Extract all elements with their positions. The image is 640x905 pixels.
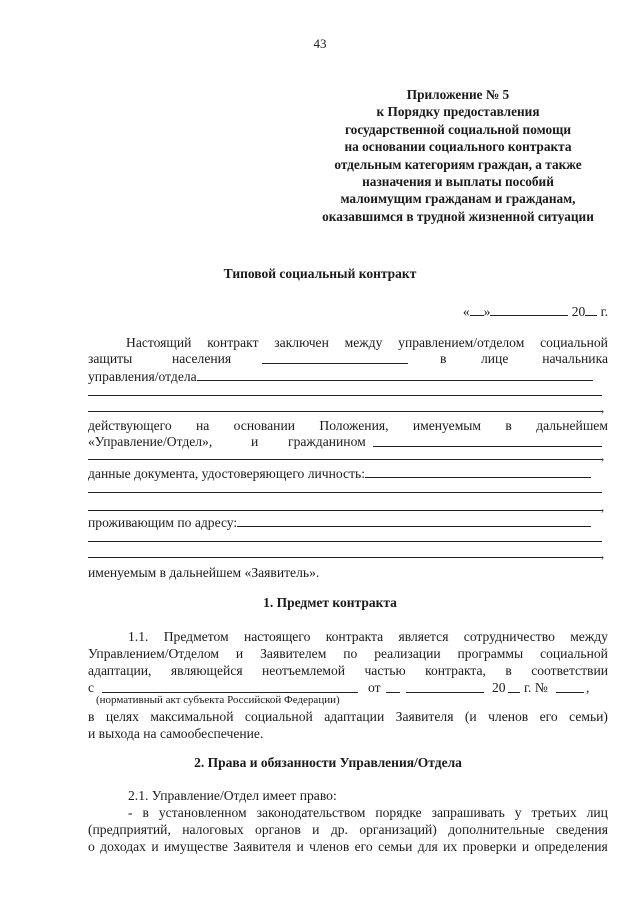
comma: , [601,400,605,415]
section-2-paragraph: 2.1. Управление/Отдел имеет право: [128,788,337,803]
comma: , [601,546,605,561]
section-2-line: о доходах и имуществе Заявителя и членов его семьи для их проверки и определения [88,839,608,854]
appendix-header [300,86,616,225]
fill-line[interactable] [88,395,602,396]
fill-line[interactable] [237,514,591,527]
address-line: проживающим по адресу: [88,513,608,532]
section-2-heading: 2. Права и обязанности Управления/Отдела [194,755,462,770]
fill-line[interactable] [556,680,584,693]
section-1-line: в целях максимальной социальной адаптации Заявителя (и членов его семьи) [88,709,608,724]
fill-line[interactable] [102,680,358,693]
document-data-line: данные документа, удостоверяющего личность: [88,464,608,483]
fill-line[interactable] [508,680,520,693]
section-1-line: адаптации, являющейся неотъемлемой частью контракта, в соответствии [88,663,608,678]
footnote-normative-act: (нормативный акт субъекта Российской Федерации) [96,694,340,706]
document-title: Типовой социальный контракт [223,266,417,281]
intro-line-1: Настоящий контракт заключен между управлением/отделом социальной [126,335,608,350]
appendix-line: к Порядку предоставления [376,104,540,120]
appendix-line: оказавшимся в трудной жизненной ситуации [322,208,594,224]
fill-line[interactable] [373,434,602,447]
section-1-line: с от 20 г. № , [88,680,590,695]
appendix-line: Приложение № 5 [406,87,510,102]
section-1-line: и выхода на самообеспечение. [88,726,264,741]
fill-line[interactable] [88,510,602,511]
fill-line[interactable] [88,557,602,558]
appendix-line: отдельным категориям граждан, а также [334,156,582,172]
fill-line[interactable] [262,351,408,364]
fill-line[interactable] [88,541,602,542]
fill-line[interactable] [88,411,602,412]
fill-line[interactable] [197,368,593,381]
intro-line-3: управления/отдела [88,367,608,386]
fill-line[interactable] [88,492,602,493]
fill-line[interactable] [365,465,591,478]
section-2-line: (предприятий, налоговых органов и др. организаций) дополнительные сведения [88,822,608,837]
fill-line[interactable] [88,459,602,460]
section-2-line: - в установленном законодательством порядке запрашивать у третьих лиц [128,805,608,820]
section-1-line: 1.1. Предметом настоящего контракта является сотрудничество между [128,629,608,644]
comma: , [601,448,605,463]
section-1-line: Управлением/Отделом и Заявителем по реализации программы социальной [88,646,608,661]
fill-line[interactable] [386,680,400,693]
appendix-line: на основании социального контракта [344,139,572,155]
fill-line[interactable] [406,680,484,693]
applicant-named-line: именуемым в дальнейшем «Заявитель». [88,565,320,580]
appendix-line: назначения и выплаты пособий [362,174,554,190]
appendix-line: малоимущим гражданам и гражданам, [340,191,576,207]
appendix-line: государственной социальной помощи [344,121,572,137]
page-number: 43 [313,36,327,51]
intro-line-2: защиты населения в лице начальника [88,351,608,366]
date-line: « » 20 г. [462,304,608,319]
intro-line-6: «Управление/Отдел», и гражданином [88,432,608,451]
intro-line-5: действующего на основании Положения, именуемым в дальнейшем [88,418,608,433]
comma: , [601,499,605,514]
section-1-heading: 1. Предмет контракта [263,595,397,610]
